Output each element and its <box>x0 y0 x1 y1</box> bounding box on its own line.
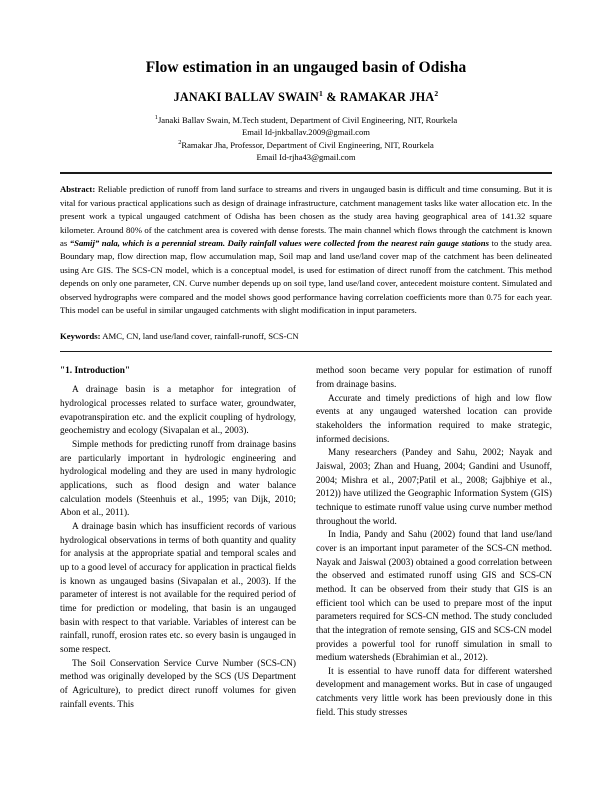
affiliation-line <box>60 139 552 151</box>
affiliation-line <box>60 126 552 138</box>
abstract-text-part-1: Reliable prediction of runoff from land surface to streams and rivers in ungauged basin is difficult and time consuming. But it is vital for various practical applications such as design of drainage infrastructure, catchment management tasks like water allocation etc. In the present work a typical ungauged catchment of Odisha has been chosen as the study area having geographical area of 141.32 square kilometer. Around 80% of the catchment area is covered with dense forests. The main channel which flows through the catchment is known as <box>60 184 552 248</box>
abstract-italic-phrase: “Samij” nala, which is a perennial stream. Daily rainfall values were collected from the nearest rain gauge stations <box>69 238 489 248</box>
affiliation-block <box>60 114 552 163</box>
paragraph: Accurate and timely predictions of high and low flow events at any ungauged watershed location can provide stakeholders the information required to make strategic, informed decisions. <box>316 393 552 445</box>
paragraph: Simple methods for predicting runoff from drainage basins are particularly important in hydrologic engineering and hydrological modeling and they are used in many hydrologic applications, such as flood design and water balance calculation models (Steenhuis et al., 1995; van Dijk, 2010; Abon et al., 2011). <box>60 440 296 519</box>
keywords-text: AMC, CN, land use/land cover, rainfall-runoff, SCS-CN <box>100 330 299 341</box>
page-title: Flow estimation in an ungauged basin of Odisha <box>145 59 467 76</box>
author-separator: & <box>323 90 340 105</box>
author-line <box>60 90 552 105</box>
affiliation-line <box>60 151 552 163</box>
paragraph: In India, Pandy and Sahu (2002) found that land use/land cover is an important input parameter of the SCS-CN method. Nayak and Jaiswal (2003) obtained a good correlation between the observed and estimated runoff using GIS and SCS-CN method. It can be observed from their study that GIS is an efficient tool which can be used to prepare most of the input parameters required for SCS-CN method. The study concluded that the integration of remote sensing, GIS and SCS-CN model provides a powerful tool for runoff simulation in small to medium watersheds (Ebrahimian et al., 2012). <box>316 530 552 664</box>
abstract-text-part-2: to the study area. Boundary map, flow direction map, flow accumulation map, Soil map and land use/land cover map of the catchment has been delineated using Arc GIS. The SCS-CN model, which is a conceptual model, is used for estimation of direct runoff from the catchment. This method depends on only one parameter, CN. Curve number depends up on soil type, land use/land cover, antecedent moisture content. Simulated and observed hydrographs were compared and the model shows good performance having correlation coefficients more than 0.75 for each year. This model can be useful in similar ungauged catchments with slight modification in input parameters. <box>60 238 552 316</box>
paragraph: A drainage basin is a metaphor for integration of hydrological processes related to surface water, groundwater, evapotranspiration etc. and the explicit coupling of hydrology, geochemistry and ecology (Sivapalan et al., 2003). <box>60 385 296 437</box>
paragraph: The Soil Conservation Service Curve Number (SCS-CN) method was originally developed by the SCS (US Department of Agriculture), to predict direct runoff volumes for given rainfall events. This <box>60 658 296 710</box>
body-columns <box>60 365 552 720</box>
affiliation-email: Email Id-rjha43@gmail.com <box>256 151 356 162</box>
abstract-top-rule <box>60 172 552 174</box>
author-name-2: RAMAKAR JHA <box>339 90 435 105</box>
paragraph: method soon became very popular for estimation of runoff from drainage basins. <box>316 366 552 391</box>
keywords-line <box>60 330 552 343</box>
abstract-bottom-rule <box>60 351 552 352</box>
section-heading-introduction: "1. Introduction" <box>60 366 131 377</box>
affiliation-marker: 1 <box>154 114 158 122</box>
author-name-1: JANAKI BALLAV SWAIN <box>173 90 319 105</box>
paragraph: It is essential to have runoff data for different watershed development and management works. But in case of ungauged catchments very little work has been previously done in this field. This study stresses <box>316 666 552 718</box>
paragraph: A drainage basin which has insufficient records of various hydrological observations in terms of both quantity and quality for analysis at the appropriate spatial and temporal scales and up to a good level of accuracy for application in practical fields is known as ungauged basins (Sivapalan et al., 2003). If the parameter of interest is not available for the required period of time for prediction or modeling, that basin is an ungauged basin with respect to that variable. Variables of interest can be rainfall, runoff, erosion rates etc. so every basin is ungauged in some respect. <box>60 522 296 655</box>
author-sup-2: 2 <box>434 89 439 99</box>
affiliation-marker: 2 <box>178 138 182 146</box>
affiliation-line <box>60 114 552 126</box>
right-column <box>316 365 552 720</box>
keywords-label: Keywords: <box>60 330 101 341</box>
author-sup-1: 1 <box>319 89 324 99</box>
left-column <box>60 365 296 720</box>
affiliation-text: Ramakar Jha, Professor, Department of Civil Engineering, NIT, Rourkela <box>181 139 434 150</box>
abstract-label: Abstract: <box>60 184 96 195</box>
paragraph: Many researchers (Pandey and Sahu, 2002; Nayak and Jaiswal, 2003; Zhan and Huang, 2004; Gandini and Usunoff, 2004; Mishra et al., 2007;Patil et al., 2008; Gajbhiye et al., 2012)) have utilized the Geographic Information System (GIS) technique to estimate runoff value using curve number method throughout the world. <box>316 448 552 527</box>
affiliation-text: Janaki Ballav Swain, M.Tech student, Department of Civil Engineering, NIT, Rourkela <box>157 115 458 126</box>
abstract-paragraph <box>60 183 552 318</box>
affiliation-email: Email Id-jnkballav.2009@gmail.com <box>242 127 370 138</box>
